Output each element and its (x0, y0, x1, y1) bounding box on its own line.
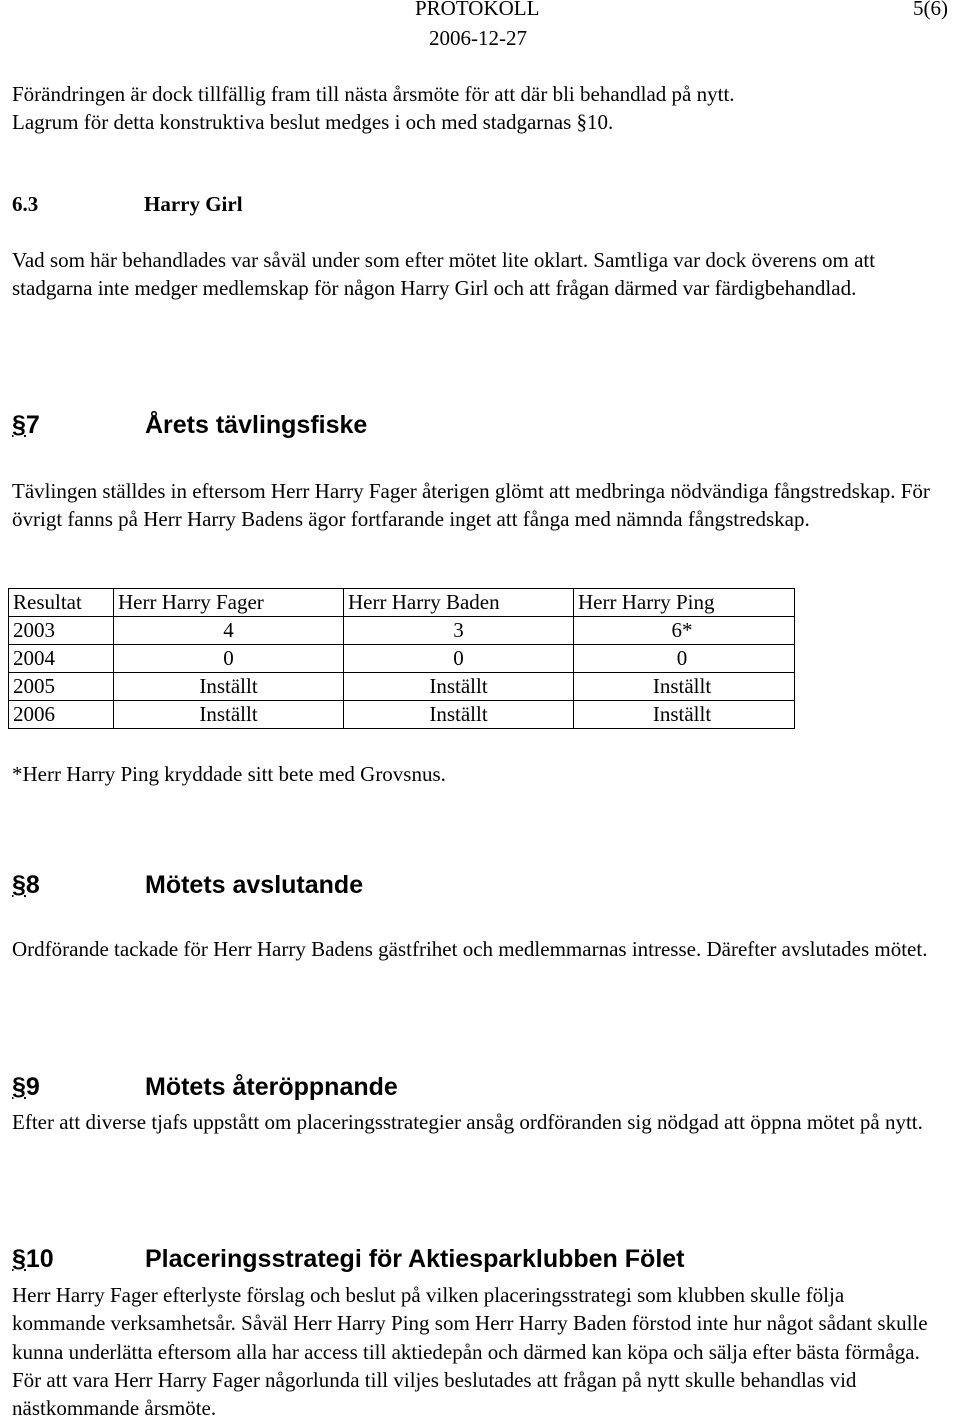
section-number: 10 (25, 1245, 54, 1273)
section-title: Årets tävlingsfiske (145, 411, 368, 439)
section-number: 9 (25, 1073, 40, 1101)
section-number: 7 (25, 411, 40, 439)
table-cell-year: 2006 (9, 701, 114, 729)
table-cell: 0 (574, 645, 795, 673)
table-row (9, 701, 795, 729)
section-number: 8 (25, 871, 40, 899)
table-cell: Inställt (114, 701, 344, 729)
section-10-body: Herr Harry Fager efterlyste förslag och beslut på vilken placeringsstrategi som klubben skulle följa kommande verksamhetsår. Såväl Herr Harry Ping som Herr Harry Baden förstod inte hur något sådant skulle kunna underlätta eftersom alla har access till aktiedepån och därmed kan köpa och sälja efter bästa förmåga. För att vara Herr Harry Fager någorlunda till viljes beslutades att frågan på nytt skulle behandlas vid nästkommande årsmöte. (12, 1283, 928, 1421)
table-cell: Inställt (344, 701, 574, 729)
table-cell: 0 (344, 645, 574, 673)
section-9-heading (12, 1072, 398, 1102)
table-cell-year: 2005 (9, 673, 114, 701)
results-table (8, 588, 795, 729)
table-cell-year: 2004 (9, 645, 114, 673)
subsection-number: 6.3 (12, 192, 39, 216)
table-header-cell: Resultat (9, 589, 114, 617)
section-title: Placeringsstrategi för Aktiesparklubben Fölet (145, 1245, 685, 1273)
table-header-cell: Herr Harry Fager (114, 589, 344, 617)
section-sign: § (12, 871, 26, 899)
section-sign: § (12, 1073, 26, 1101)
table-row (9, 617, 795, 645)
section-sign: § (12, 411, 26, 439)
table-header-cell: Herr Harry Baden (344, 589, 574, 617)
table-cell: 3 (344, 617, 574, 645)
document-date: 2006-12-27 (429, 26, 527, 50)
table-cell: 0 (114, 645, 344, 673)
table-row (9, 673, 795, 701)
document-title: PROTOKOLL (415, 0, 540, 20)
section-10-heading (12, 1244, 685, 1274)
table-cell: 6* (574, 617, 795, 645)
subsection-6-3-body: Vad som här behandlades var såväl under som efter mötet lite oklart. Samtliga var dock överens om att stadgarna inte medger medlemskap för någon Harry Girl och att frågan därmed var färdigbehandlad. (12, 248, 876, 301)
table-cell: Inställt (114, 673, 344, 701)
subsection-6-3-heading (12, 190, 243, 218)
table-cell: 4 (114, 617, 344, 645)
section-title: Mötets återöppnande (145, 1073, 398, 1101)
intro-line-2: Lagrum för detta konstruktiva beslut medges i och med stadgarnas §10. (12, 110, 614, 135)
intro-line-1: Förändringen är dock tillfällig fram till nästa årsmöte för att där bli behandlad på nytt. (12, 82, 735, 106)
section-8-body: Ordförande tackade för Herr Harry Badens gästfrihet och medlemmarnas intresse. Därefter avslutades mötet. (12, 937, 928, 961)
subsection-title: Harry Girl (144, 192, 243, 216)
table-footnote: *Herr Harry Ping kryddade sitt bete med Grovsnus. (12, 762, 446, 786)
table-cell: Inställt (574, 673, 795, 701)
section-7-body: Tävlingen ställdes in eftersom Herr Harry Fager återigen glömt att medbringa nödvändiga fångstredskap. För övrigt fanns på Herr Harry Badens ägor fortfarande inget att fånga med nämnda fångstredskap. (12, 479, 930, 532)
section-sign: § (12, 1245, 26, 1273)
section-7-heading (12, 410, 367, 440)
section-title: Mötets avslutande (145, 871, 364, 899)
intro-paragraph (12, 80, 942, 137)
table-row (9, 645, 795, 673)
table-cell: Inställt (344, 673, 574, 701)
page-number: 5(6) (913, 0, 948, 20)
section-8-heading (12, 870, 363, 900)
table-header-row (9, 589, 795, 617)
table-header-cell: Herr Harry Ping (574, 589, 795, 617)
table-cell: Inställt (574, 701, 795, 729)
section-9-body: Efter att diverse tjafs uppstått om placeringsstrategier ansåg ordföranden sig nödgad att öppna mötet på nytt. (12, 1110, 923, 1134)
table-cell-year: 2003 (9, 617, 114, 645)
